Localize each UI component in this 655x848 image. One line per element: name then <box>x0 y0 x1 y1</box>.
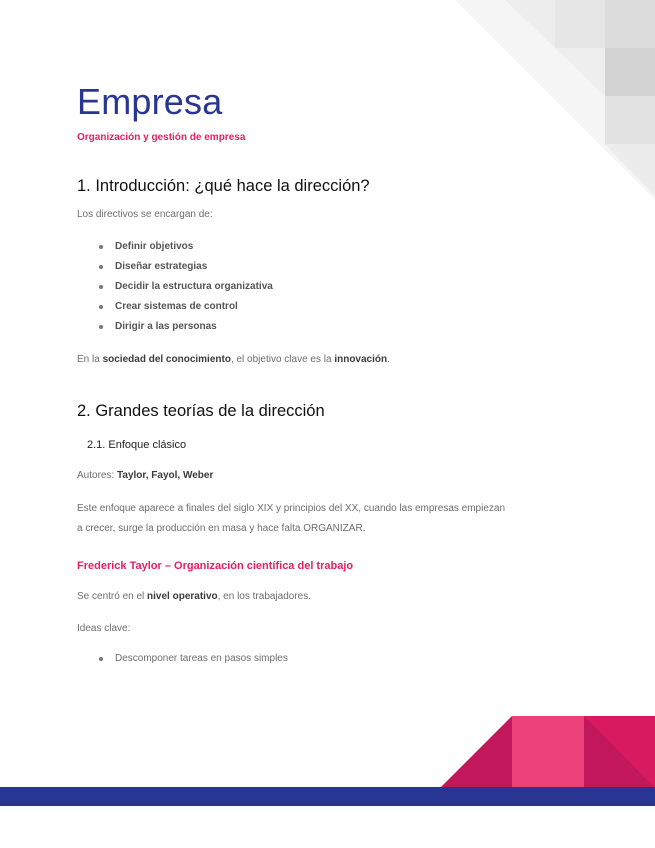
footer-band <box>0 787 655 806</box>
list-item: Crear sistemas de control <box>99 297 587 317</box>
section-2-heading: 2. Grandes teorías de la dirección <box>77 402 325 420</box>
bold-term: nivel operativo <box>147 591 218 602</box>
list-item: Definir objetivos <box>99 237 587 257</box>
taylor-heading: Frederick Taylor – Organización científica del trabajo <box>77 560 354 572</box>
bold-term: sociedad del conocimiento <box>102 354 231 365</box>
document-subtitle: Organización y gestión de empresa <box>77 132 246 143</box>
section-1-intro: Los directivos se encargan de: <box>77 209 213 220</box>
section-1-heading: 1. Introducción: ¿qué hace la dirección? <box>77 177 370 195</box>
bold-term: innovación <box>334 354 388 365</box>
classic-approach-paragraph: Este enfoque aparece a finales del siglo XIX y principios del XX, cuando las empresas empiezan a crecer, surge la producción en masa y hace falta ORGANIZAR. <box>77 503 506 534</box>
list-item: Dirigir a las personas <box>99 317 587 337</box>
taylor-focus: Se centró en el nivel operativo, en los trabajadores. <box>77 591 312 602</box>
list-item: Descomponer tareas en pasos simples <box>99 649 587 669</box>
key-ideas-label: Ideas clave: <box>77 623 131 634</box>
list-item: Decidir la estructura organizativa <box>99 277 587 297</box>
section-2-1-heading: 2.1. Enfoque clásico <box>87 439 187 451</box>
authors-line: Autores: Taylor, Fayol, Weber <box>77 470 214 481</box>
document-body <box>77 82 587 669</box>
key-ideas-list <box>77 649 587 669</box>
section-1-closing: En la sociedad del conocimiento, el objetivo clave es la innovación. <box>77 354 390 365</box>
authors-names: Taylor, Fayol, Weber <box>117 470 214 481</box>
list-item: Diseñar estrategias <box>99 257 587 277</box>
document-title: Empresa <box>77 81 223 122</box>
bottom-right-decoration <box>440 716 655 788</box>
responsibilities-list <box>77 237 587 337</box>
